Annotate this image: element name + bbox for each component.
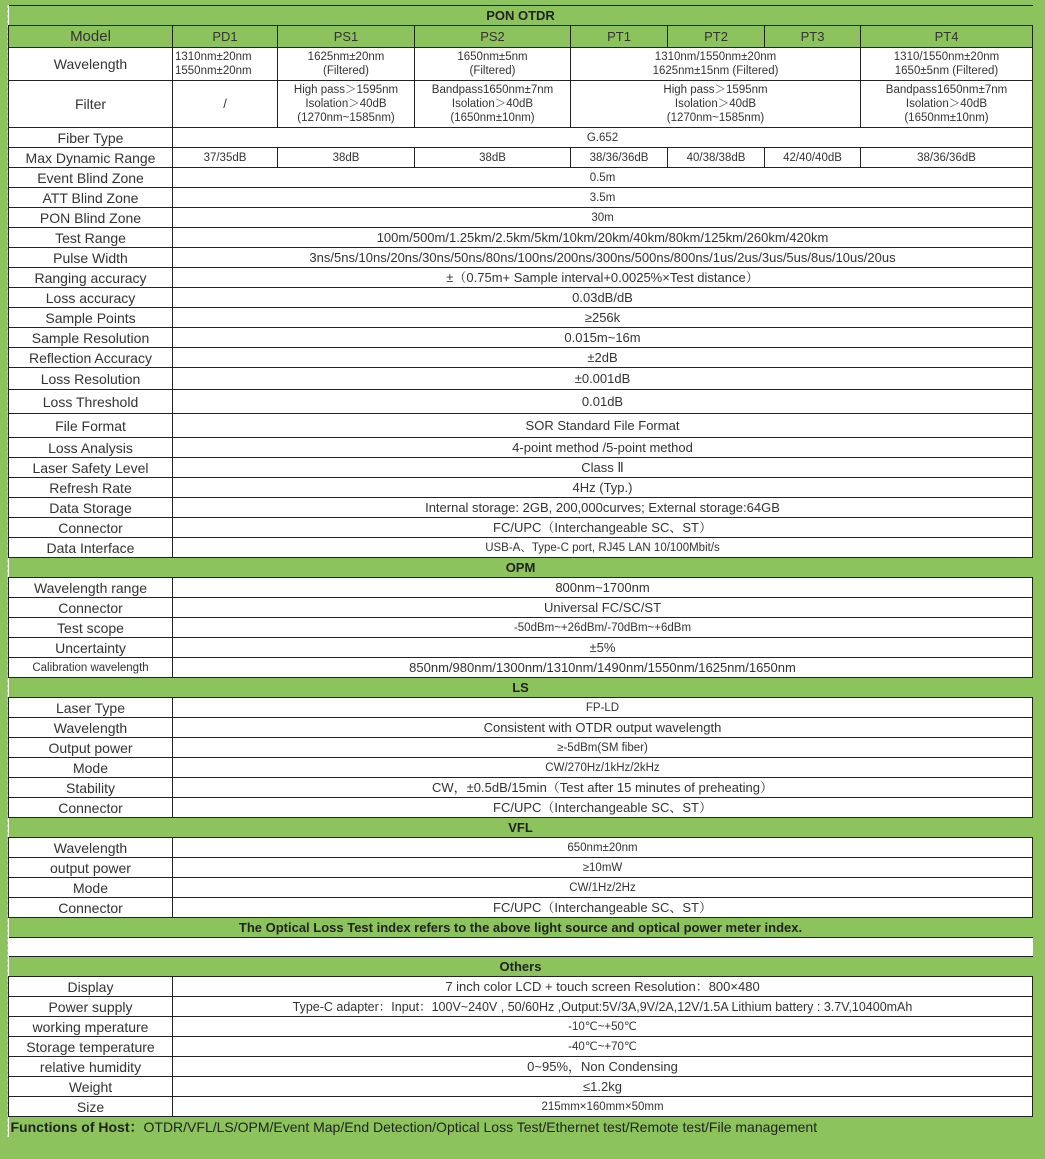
spec-row: [9, 1037, 1033, 1057]
spec-row: [9, 878, 1033, 898]
spec-row: [9, 414, 1033, 438]
mdr-pd1: 37/35dB: [173, 148, 278, 168]
max-dynamic-range-row: [9, 148, 1033, 168]
spec-row: [9, 308, 1033, 328]
row-label: Connector: [9, 898, 173, 918]
section-header-opm: [9, 558, 1033, 578]
row-label: Uncertainty: [9, 638, 173, 658]
row-label: Loss Threshold: [9, 390, 173, 414]
row-value: 215mm×160mm×50mm: [173, 1097, 1033, 1117]
spec-row: [9, 618, 1033, 638]
spec-row: [9, 328, 1033, 348]
spec-row: [9, 598, 1033, 618]
row-label: Size: [9, 1097, 173, 1117]
wavelength-pt1-pt3: 1310nm/1550nm±20nm 1625nm±15nm (Filtered): [571, 48, 861, 81]
spec-row: [9, 188, 1033, 208]
row-label: Event Blind Zone: [9, 168, 173, 188]
row-value: ±0.001dB: [173, 368, 1033, 390]
row-value: 4Hz (Typ.): [173, 478, 1033, 498]
model-pt3: PT3: [765, 26, 861, 48]
mdr-pt1: 38/36/36dB: [571, 148, 668, 168]
row-label: Display: [9, 977, 173, 997]
filter-pd1: /: [173, 81, 278, 128]
spec-row: [9, 1097, 1033, 1117]
row-value: 0~95%，Non Condensing: [173, 1057, 1033, 1077]
row-label: Loss Resolution: [9, 368, 173, 390]
row-label: Max Dynamic Range: [9, 148, 173, 168]
row-value: FC/UPC（Interchangeable SC、ST）: [173, 898, 1033, 918]
spec-row: [9, 390, 1033, 414]
spec-row: [9, 738, 1033, 758]
spec-row: [9, 348, 1033, 368]
section-header-pon-otdr: [9, 6, 1033, 26]
row-value: CW/1Hz/2Hz: [173, 878, 1033, 898]
row-value: FC/UPC（Interchangeable SC、ST）: [173, 798, 1033, 818]
spec-row: [9, 518, 1033, 538]
section-title: VFL: [9, 818, 1033, 838]
row-label: relative humidity: [9, 1057, 173, 1077]
fiber-type-value: G.652: [173, 128, 1033, 148]
row-value: ≥256k: [173, 308, 1033, 328]
spec-row: [9, 1077, 1033, 1097]
mdr-pt4: 38/36/36dB: [861, 148, 1033, 168]
model-pt2: PT2: [668, 26, 765, 48]
spec-row: [9, 778, 1033, 798]
mdr-pt3: 42/40/40dB: [765, 148, 861, 168]
row-label: ATT Blind Zone: [9, 188, 173, 208]
model-ps1: PS1: [278, 26, 415, 48]
wavelength-pt4: 1310/1550nm±20nm 1650±5nm (Filtered): [861, 48, 1033, 81]
row-label: Wavelength range: [9, 578, 173, 598]
model-row: [9, 26, 1033, 48]
row-label: Wavelength: [9, 838, 173, 858]
spec-row: [9, 458, 1033, 478]
row-value: FP-LD: [173, 698, 1033, 718]
optical-loss-note: The Optical Loss Test index refers to the above light source and optical power meter index.: [9, 918, 1033, 938]
blank-row: [9, 938, 1033, 957]
row-value: ≥-5dBm(SM fiber): [173, 738, 1033, 758]
spec-row: [9, 438, 1033, 458]
row-label: Mode: [9, 758, 173, 778]
row-value: 30m: [173, 208, 1033, 228]
mdr-ps2: 38dB: [415, 148, 571, 168]
row-label: Laser Safety Level: [9, 458, 173, 478]
filter-ps1: High pass＞1595nm Isolation＞40dB (1270nm~1585nm): [278, 81, 415, 128]
spec-row: [9, 1017, 1033, 1037]
row-value: 0.015m~16m: [173, 328, 1033, 348]
row-label: Data Interface: [9, 538, 173, 558]
row-value: Universal FC/SC/ST: [173, 598, 1033, 618]
wavelength-pd1: 1310nm±20nm 1550nm±20nm: [173, 48, 278, 81]
row-label: Stability: [9, 778, 173, 798]
spec-row: [9, 538, 1033, 558]
row-label: Calibration wavelength: [9, 658, 173, 678]
row-value: -50dBm~+26dBm/-70dBm~+6dBm: [173, 618, 1033, 638]
row-value: FC/UPC（Interchangeable SC、ST）: [173, 518, 1033, 538]
row-value: 0.01dB: [173, 390, 1033, 414]
spec-sheet: [7, 5, 1033, 1137]
spec-row: [9, 228, 1033, 248]
row-value: 100m/500m/1.25km/2.5km/5km/10km/20km/40km/80km/125km/260km/420km: [173, 228, 1033, 248]
row-value: -10℃~+50℃: [173, 1017, 1033, 1037]
section-header-others: [9, 957, 1033, 977]
filter-row: [9, 81, 1033, 128]
spec-row: [9, 898, 1033, 918]
row-label: Connector: [9, 518, 173, 538]
row-value: ±2dB: [173, 348, 1033, 368]
row-value: 4-point method /5-point method: [173, 438, 1033, 458]
row-label: Connector: [9, 598, 173, 618]
spec-row: [9, 638, 1033, 658]
section-header-vfl: [9, 818, 1033, 838]
spec-row: [9, 368, 1033, 390]
spec-row: [9, 977, 1033, 997]
fiber-type-row: [9, 128, 1033, 148]
spec-row: [9, 798, 1033, 818]
row-label: Output power: [9, 738, 173, 758]
functions-row: [9, 1117, 1033, 1138]
row-label: Refresh Rate: [9, 478, 173, 498]
row-label: Weight: [9, 1077, 173, 1097]
row-value: SOR Standard File Format: [173, 414, 1033, 438]
spec-row: [9, 248, 1033, 268]
spec-row: [9, 578, 1033, 598]
spec-row: [9, 758, 1033, 778]
spec-row: [9, 858, 1033, 878]
row-value: CW，±0.5dB/15min（Test after 15 minutes of preheating）: [173, 778, 1033, 798]
row-label: Data Storage: [9, 498, 173, 518]
section-title: PON OTDR: [9, 6, 1033, 26]
spec-row: [9, 288, 1033, 308]
row-label: Sample Resolution: [9, 328, 173, 348]
row-label: Connector: [9, 798, 173, 818]
row-value: 0.03dB/dB: [173, 288, 1033, 308]
row-value: Consistent with OTDR output wavelength: [173, 718, 1033, 738]
spec-row: [9, 658, 1033, 678]
spec-row: [9, 208, 1033, 228]
row-label: output power: [9, 858, 173, 878]
model-pd1: PD1: [173, 26, 278, 48]
section-title: LS: [9, 678, 1033, 698]
row-label: Reflection Accuracy: [9, 348, 173, 368]
row-label: Wavelength: [9, 718, 173, 738]
row-value: Class Ⅱ: [173, 458, 1033, 478]
row-value: 7 inch color LCD + touch screen Resolution：800×480: [173, 977, 1033, 997]
row-label: Power supply: [9, 997, 173, 1017]
model-pt4: PT4: [861, 26, 1033, 48]
section-header-ls: [9, 678, 1033, 698]
spec-row: [9, 718, 1033, 738]
section-title: Others: [9, 957, 1033, 977]
spec-row: [9, 1057, 1033, 1077]
row-value: 3ns/5ns/10ns/20ns/30ns/50ns/80ns/100ns/200ns/300ns/500ns/800ns/1us/2us/3us/5us/8us/10us/20us: [173, 248, 1033, 268]
row-value: USB-A、Type-C port, RJ45 LAN 10/100Mbit/s: [173, 538, 1033, 558]
row-label: Loss accuracy: [9, 288, 173, 308]
row-label: Wavelength: [9, 48, 173, 81]
row-label: working mperature: [9, 1017, 173, 1037]
row-value: ±5%: [173, 638, 1033, 658]
functions-label: Functions of Host：: [10, 1119, 144, 1135]
wavelength-row: [9, 48, 1033, 81]
row-label: Loss Analysis: [9, 438, 173, 458]
spec-row: [9, 168, 1033, 188]
row-value: Internal storage: 2GB, 200,000curves; External storage:64GB: [173, 498, 1033, 518]
model-ps2: PS2: [415, 26, 571, 48]
row-label: Fiber Type: [9, 128, 173, 148]
row-label: Test scope: [9, 618, 173, 638]
filter-pt4: Bandpass1650nm±7nm Isolation＞40dB (1650nm±10nm): [861, 81, 1033, 128]
row-value: 0.5m: [173, 168, 1033, 188]
row-value: -40℃~+70℃: [173, 1037, 1033, 1057]
row-value: ±（0.75m+ Sample interval+0.0025%×Test distance）: [173, 268, 1033, 288]
row-value: ≥10mW: [173, 858, 1033, 878]
spec-row: [9, 498, 1033, 518]
row-label: Mode: [9, 878, 173, 898]
optical-loss-note-row: [9, 918, 1033, 938]
row-value: ≤1.2kg: [173, 1077, 1033, 1097]
filter-ps2: Bandpass1650nm±7nm Isolation＞40dB (1650nm±10nm): [415, 81, 571, 128]
row-label: File Format: [9, 414, 173, 438]
spec-table: [8, 5, 1033, 1137]
mdr-ps1: 38dB: [278, 148, 415, 168]
row-value: 850nm/980nm/1300nm/1310nm/1490nm/1550nm/1625nm/1650nm: [173, 658, 1033, 678]
wavelength-ps2: 1650nm±5nm (Filtered): [415, 48, 571, 81]
row-value: 3.5m: [173, 188, 1033, 208]
spec-row: [9, 268, 1033, 288]
row-label: Sample Points: [9, 308, 173, 328]
row-label: Storage temperature: [9, 1037, 173, 1057]
row-label: PON Blind Zone: [9, 208, 173, 228]
mdr-pt2: 40/38/38dB: [668, 148, 765, 168]
functions-value: OTDR/VFL/LS/OPM/Event Map/End Detection/Optical Loss Test/Ethernet test/Remote test/File management: [143, 1119, 818, 1135]
row-label: Ranging accuracy: [9, 268, 173, 288]
spec-row: [9, 838, 1033, 858]
spec-row: [9, 698, 1033, 718]
model-pt1: PT1: [571, 26, 668, 48]
row-label: Laser Type: [9, 698, 173, 718]
row-value: Type-C adapter：Input：100V~240V , 50/60Hz ,Output:5V/3A,9V/2A,12V/1.5A Lithium battery : 3.7V,10400mAh: [173, 997, 1033, 1017]
row-value: 800nm~1700nm: [173, 578, 1033, 598]
wavelength-ps1: 1625nm±20nm (Filtered): [278, 48, 415, 81]
spec-row: [9, 997, 1033, 1017]
row-value: CW/270Hz/1kHz/2kHz: [173, 758, 1033, 778]
functions-of-host: [9, 1117, 1033, 1138]
row-label: Pulse Width: [9, 248, 173, 268]
row-label: Test Range: [9, 228, 173, 248]
row-value: 650nm±20nm: [173, 838, 1033, 858]
filter-pt1-pt3: High pass＞1595nm Isolation＞40dB (1270nm~1585nm): [571, 81, 861, 128]
spec-row: [9, 478, 1033, 498]
row-label: Filter: [9, 81, 173, 128]
section-title: OPM: [9, 558, 1033, 578]
row-label: Model: [9, 26, 173, 48]
